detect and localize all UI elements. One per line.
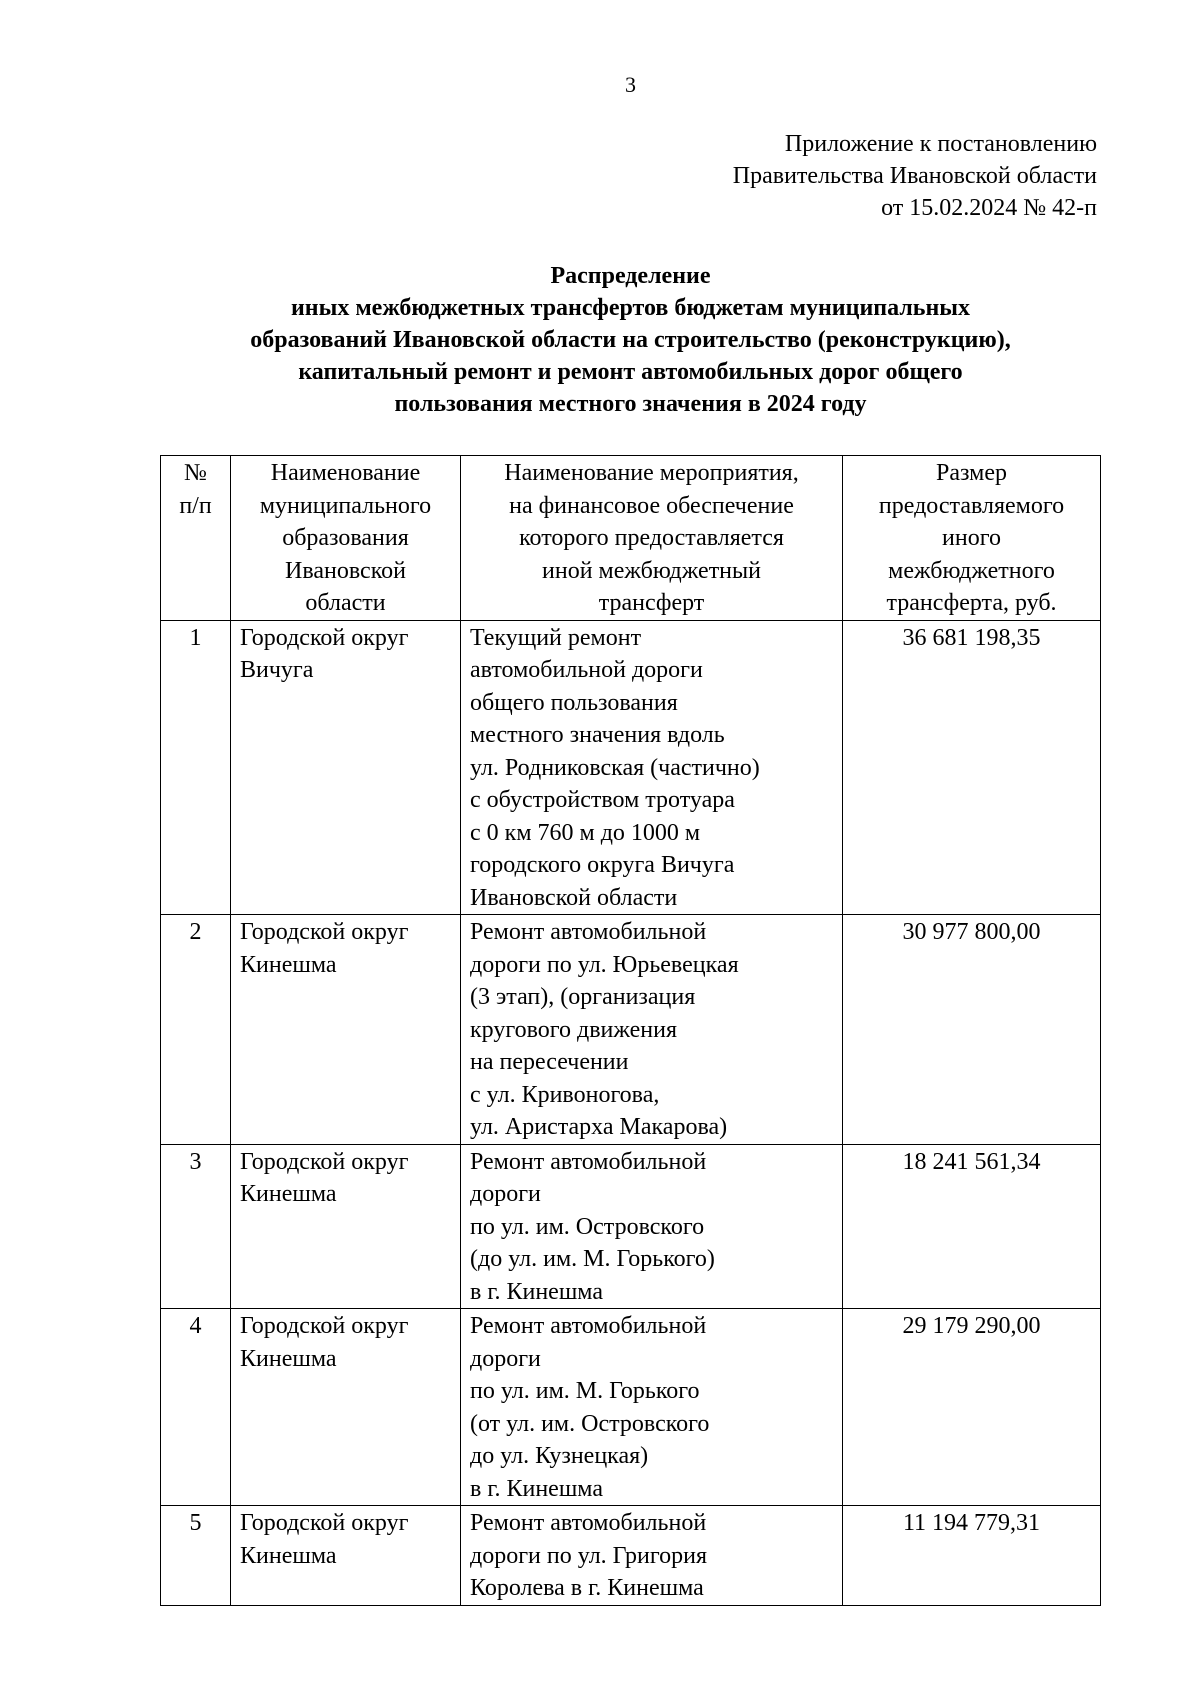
event-line: дороги по ул. Юрьевецкая xyxy=(470,951,739,978)
municipality-cell xyxy=(231,620,461,915)
header-line: трансферта, руб. xyxy=(886,590,1057,616)
header-line: п/п xyxy=(179,492,212,519)
header-row xyxy=(161,456,1101,621)
distribution-table xyxy=(160,455,1101,1606)
event-line: на пересечении xyxy=(470,1049,629,1075)
header-line: предоставляемого xyxy=(878,492,1065,519)
event-line: (от ул. им. Островского xyxy=(470,1410,710,1437)
event-line: Ремонт автомобильной xyxy=(470,1148,707,1175)
amount-cell: 11 194 779,31 xyxy=(843,1506,1101,1606)
event-line: по ул. им. Островского xyxy=(470,1213,705,1240)
municipality-line: Городской округ xyxy=(240,919,409,945)
event-line: дороги xyxy=(470,1345,541,1372)
table-row xyxy=(161,915,1101,1145)
table-row xyxy=(161,620,1101,915)
municipality-line: Городской округ xyxy=(240,1313,409,1339)
event-line: с ул. Кривоногова, xyxy=(470,1081,660,1108)
header-line: на финансовое обеспечение xyxy=(509,492,794,519)
event-line: общего пользования xyxy=(470,689,678,716)
appendix-line: Приложение к постановлению xyxy=(784,131,1097,157)
header-line: Наименование xyxy=(270,460,421,486)
header-line: Ивановской xyxy=(285,557,406,584)
header-line: межбюджетного xyxy=(888,557,1055,584)
event-line: дороги по ул. Григория xyxy=(470,1542,707,1569)
event-line: Ремонт автомобильной xyxy=(470,919,707,945)
appendix-line: Правительства Ивановской области xyxy=(732,163,1097,189)
event-line: Текущий ремонт xyxy=(470,624,642,651)
event-line: по ул. им. М. Горького xyxy=(470,1378,700,1404)
title-line: Распределение xyxy=(550,263,711,289)
event-line: Ремонт автомобильной xyxy=(470,1510,707,1536)
amount-cell: 36 681 198,35 xyxy=(843,620,1101,915)
municipality-line: Городской округ xyxy=(240,1148,409,1175)
header-line: которого предоставляется xyxy=(519,525,784,551)
event-line: с 0 км 760 м до 1000 м xyxy=(470,819,701,846)
header-municipality xyxy=(231,456,461,621)
title-line: пользования местного значения в 2024 году xyxy=(394,391,867,417)
header-line: Размер xyxy=(936,460,1007,486)
municipality-line: Кинешма xyxy=(240,1181,337,1207)
event-line: (3 этап), (организация xyxy=(470,984,696,1010)
table-row xyxy=(161,1506,1101,1606)
municipality-cell xyxy=(231,915,461,1145)
document-title xyxy=(0,260,1200,420)
municipality-line: Вичуга xyxy=(240,657,314,683)
municipality-line: Городской округ xyxy=(240,624,409,651)
event-line: в г. Кинешма xyxy=(470,1278,603,1305)
table-row xyxy=(161,1144,1101,1309)
event-cell xyxy=(461,1144,843,1309)
amount-cell: 18 241 561,34 xyxy=(843,1144,1101,1309)
header-line: иной межбюджетный xyxy=(542,557,761,584)
event-cell xyxy=(461,620,843,915)
municipality-cell xyxy=(231,1144,461,1309)
table-body xyxy=(161,620,1101,1605)
row-number: 4 xyxy=(161,1309,231,1506)
municipality-cell xyxy=(231,1506,461,1606)
header-line: № xyxy=(184,460,207,486)
header-line: области xyxy=(305,590,386,616)
municipality-line: Городской округ xyxy=(240,1510,409,1536)
row-number: 1 xyxy=(161,620,231,915)
municipality-cell xyxy=(231,1309,461,1506)
header-amount xyxy=(843,456,1101,621)
appendix-line: от 15.02.2024 № 42-п xyxy=(881,195,1097,221)
title-line: капитальный ремонт и ремонт автомобильных дорог общего xyxy=(298,359,963,385)
header-number xyxy=(161,456,231,621)
event-cell xyxy=(461,1309,843,1506)
event-cell xyxy=(461,915,843,1145)
header-line: трансферт xyxy=(598,590,705,616)
table-row xyxy=(161,1309,1101,1506)
amount-cell: 29 179 290,00 xyxy=(843,1309,1101,1506)
event-line: Королева в г. Кинешма xyxy=(470,1575,704,1601)
appendix-reference xyxy=(733,128,1097,224)
event-line: (до ул. им. М. Горького) xyxy=(470,1246,715,1272)
event-line: местного значения вдоль xyxy=(470,722,725,748)
title-line: образований Ивановской области на строительство (реконструкцию), xyxy=(250,327,1011,353)
row-number: 5 xyxy=(161,1506,231,1606)
header-line: иного xyxy=(942,525,1001,551)
municipality-line: Кинешма xyxy=(240,1345,337,1372)
event-line: Ивановской области xyxy=(470,884,678,911)
municipality-line: Кинешма xyxy=(240,951,337,978)
event-line: в г. Кинешма xyxy=(470,1475,603,1502)
header-event xyxy=(461,456,843,621)
event-line: дороги xyxy=(470,1181,541,1207)
header-line: образования xyxy=(282,525,409,551)
event-line: городского округа Вичуга xyxy=(470,852,735,878)
title-line: иных межбюджетных трансфертов бюджетам муниципальных xyxy=(290,295,971,321)
event-line: Ремонт автомобильной xyxy=(470,1313,707,1339)
event-line: до ул. Кузнецкая) xyxy=(470,1443,649,1469)
event-line: автомобильной дороги xyxy=(470,657,703,683)
header-line: Наименование мероприятия, xyxy=(504,460,799,486)
event-line: ул. Аристарха Макарова) xyxy=(470,1114,728,1140)
event-cell xyxy=(461,1506,843,1606)
municipality-line: Кинешма xyxy=(240,1542,337,1569)
page-number: 3 xyxy=(625,72,636,97)
table-header xyxy=(161,456,1101,621)
row-number: 2 xyxy=(161,915,231,1145)
event-line: с обустройством тротуара xyxy=(470,787,735,813)
event-line: кругового движения xyxy=(470,1016,678,1043)
amount-cell: 30 977 800,00 xyxy=(843,915,1101,1145)
row-number: 3 xyxy=(161,1144,231,1309)
event-line: ул. Родниковская (частично) xyxy=(470,754,760,781)
header-line: муниципального xyxy=(259,492,432,519)
